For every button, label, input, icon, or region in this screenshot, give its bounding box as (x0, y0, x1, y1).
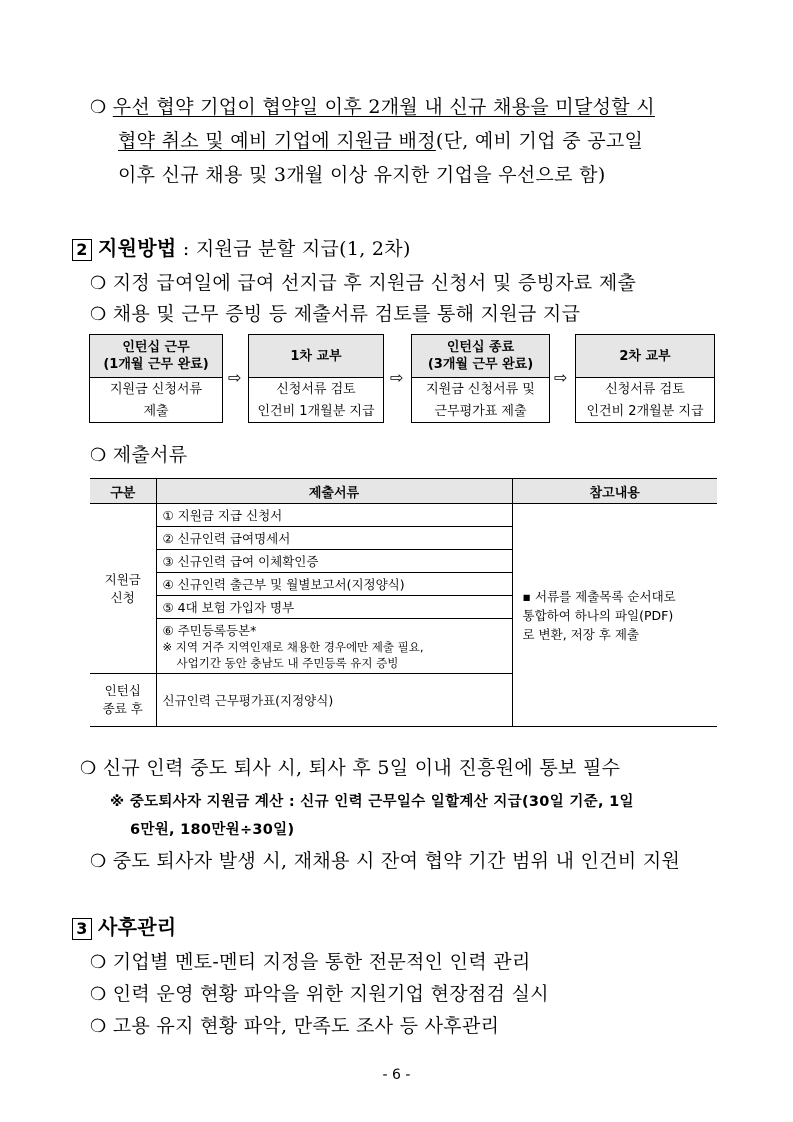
category-apply: 지원금 신청 (90, 504, 156, 674)
flow-step-4: 2차 교부 신청서류 검토 인건비 2개월분 지급 (575, 334, 715, 423)
bullet-icon: ❍ (90, 984, 107, 1005)
page-number: - 6 - (382, 1067, 411, 1083)
table-row: ⑤ 4대 보험 가입자 명부 (90, 596, 717, 619)
calc-note-line-2: 6만원, 180만원÷30일) (130, 822, 295, 838)
section-3-item-2: ❍ 인력 운영 현황 파악을 위한 지원기업 현장점검 실시 (90, 983, 549, 1005)
flow-step-1: 인턴십 근무 (1개월 근무 완료) 지원금 신청서류 제출 (89, 334, 223, 423)
section-2-heading: 2 지원방법 : 지원금 분할 지급(1, 2차) (72, 232, 411, 261)
resign-notice: ❍ 신규 인력 중도 퇴사 시, 퇴사 후 5일 이내 진흥원에 통보 필수 (80, 757, 621, 779)
table-row: 인턴십 종료 후 신규인력 근무평가표(지정양식) (90, 674, 717, 727)
bullet-icon: ❍ (90, 445, 107, 466)
section-3-item-1: ❍ 기업별 멘토-멘티 지정을 통한 전문적인 인력 관리 (90, 951, 531, 973)
table-row: ③ 신규인력 급여 이체확인증 (90, 550, 717, 573)
bullet-icon: ❍ (90, 97, 107, 118)
section-3-heading: 3 사후관리 (72, 911, 176, 940)
bullet-icon: ❍ (80, 758, 97, 779)
bullet-icon: ❍ (90, 851, 107, 872)
bullet-icon: ❍ (90, 1016, 107, 1037)
docs-table (90, 478, 717, 727)
intro-line-2: 협약 취소 및 예비 기업에 지원금 배정(단, 예비 기업 중 공고일 (118, 130, 644, 152)
intro-line-1: ❍ 우선 협약 기업이 협약일 이후 2개월 내 신규 채용을 미달성할 시 (90, 96, 655, 118)
flow-arrow-icon: ⇨ (554, 368, 568, 387)
bullet-icon: ❍ (90, 304, 107, 325)
table-header-row: 구분 제출서류 참고내용 (90, 479, 717, 504)
rehire-notice: ❍ 중도 퇴사자 발생 시, 재채용 시 잔여 협약 기간 범위 내 인건비 지원 (90, 850, 681, 872)
flow-step-3: 인턴십 종료 (3개월 근무 완료) 지원금 신청서류 및 근무평가표 제출 (411, 334, 550, 423)
table-row: ⑥ 주민등록등본* ※ 지역 거주 지역인재로 채용한 경우에만 제출 필요, 사업기간 동안 충남도 내 주민등록 유지 증빙 (90, 619, 717, 674)
section-number-box: 2 (72, 239, 92, 261)
intro-line-3: 이후 신규 채용 및 3개월 이상 유지한 기업을 우선으로 함) (118, 164, 606, 186)
flow-arrow-icon: ⇨ (390, 368, 404, 387)
section-2-item-1: ❍ 지정 급여일에 급여 선지급 후 지원금 신청서 및 증빙자료 제출 (90, 272, 637, 294)
docs-label: ❍ 제출서류 (90, 444, 188, 466)
bullet-icon: ❍ (90, 273, 107, 294)
category-end: 인턴십 종료 후 (90, 674, 156, 727)
flow-step-2: 1차 교부 신청서류 검토 인건비 1개월분 지급 (248, 334, 384, 423)
table-row: ④ 신규인력 출근부 및 월별보고서(지정양식) (90, 573, 717, 596)
flow-arrow-icon: ⇨ (228, 368, 242, 387)
bullet-icon: ❍ (90, 952, 107, 973)
section-3-item-3: ❍ 고용 유지 현황 파악, 만족도 조사 등 사후관리 (90, 1015, 500, 1037)
section-2-item-2: ❍ 채용 및 근무 증빙 등 제출서류 검토를 통해 지원금 지급 (90, 303, 581, 325)
section-number-box: 3 (72, 918, 92, 940)
table-row: 지원금 신청 ① 지원금 지급 신청서 ▪ 서류를 제출목록 순서대로 통합하여 하나의 파일(PDF) 로 변환, 저장 후 제출 (90, 504, 717, 527)
calc-note-line-1: ※ 중도퇴사자 지원금 계산 : 신규 인력 근무일수 일할계산 지급(30일 기준, 1일 (110, 794, 634, 810)
reference-note: ▪ 서류를 제출목록 순서대로 통합하여 하나의 파일(PDF) 로 변환, 저장 후 제출 (512, 504, 717, 727)
table-row: ② 신규인력 급여명세서 (90, 527, 717, 550)
